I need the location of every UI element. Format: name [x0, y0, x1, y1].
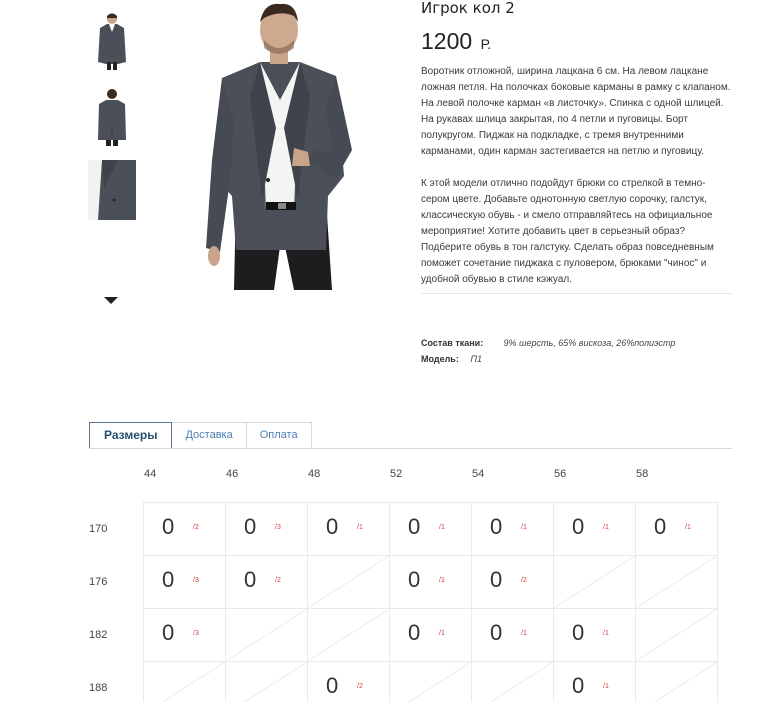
- description-paragraph-2: К этой модели отлично подойдут брюки со стрелкой в темно-сером цвете. Добавьте однотонную светлую сорочку, галстук, классическую обувь - и смело отправляйтесь на официальное мероприятие! Хотите добавить цвет в серьезный образ? Подберите обувь в тон галстуку. Сделать образ повседневным поможет сочетание пиджака с пуловером, брюками "чинос" и удобной обувью в стиле кэжуал.: [421, 178, 714, 285]
- unavailable-slash-icon: [636, 556, 717, 608]
- stock-quantity: 0: [490, 620, 503, 645]
- size-cell[interactable]: [143, 555, 226, 609]
- stock-badge: /1: [521, 630, 527, 637]
- stock-quantity: 0: [326, 514, 339, 539]
- spec-model-label: Модель:: [421, 354, 459, 364]
- size-cell[interactable]: [553, 661, 636, 702]
- unavailable-slash-icon: [226, 609, 307, 661]
- stock-badge: /2: [521, 577, 527, 584]
- height-header-182: 182: [89, 629, 108, 641]
- size-header-56: 56: [554, 468, 567, 480]
- size-cell[interactable]: [553, 502, 636, 556]
- height-header-170: 170: [89, 523, 108, 535]
- stock-quantity: 0: [326, 673, 339, 698]
- size-header-48: 48: [308, 468, 321, 480]
- size-header-46: 46: [226, 468, 239, 480]
- spec-model-value: П1: [470, 354, 483, 364]
- divider: [421, 293, 732, 294]
- stock-quantity: 0: [490, 514, 503, 539]
- size-header-52: 52: [390, 468, 403, 480]
- info-tabs: [89, 422, 312, 449]
- size-cell[interactable]: [635, 502, 718, 556]
- price-currency: Р.: [480, 36, 492, 52]
- size-cell-empty: [225, 661, 308, 702]
- stock-badge: /1: [603, 630, 609, 637]
- spec-fabric-label: Состав ткани:: [421, 338, 484, 348]
- size-cell-empty: [635, 608, 718, 662]
- size-header-54: 54: [472, 468, 485, 480]
- size-header-44: 44: [144, 468, 157, 480]
- size-cell[interactable]: [225, 502, 308, 556]
- size-cell-empty: [225, 608, 308, 662]
- tab-payment[interactable]: Оплата: [247, 422, 312, 449]
- tab-sizes[interactable]: Размеры: [89, 422, 172, 449]
- size-cell[interactable]: [471, 502, 554, 556]
- stock-quantity: 0: [490, 567, 503, 592]
- stock-quantity: 0: [572, 620, 585, 645]
- stock-quantity: 0: [162, 567, 175, 592]
- stock-quantity: 0: [408, 620, 421, 645]
- stock-quantity: 0: [572, 514, 585, 539]
- size-cell[interactable]: [389, 555, 472, 609]
- stock-badge: /1: [685, 524, 691, 531]
- size-cell[interactable]: [389, 608, 472, 662]
- stock-badge: /1: [521, 524, 527, 531]
- size-header-58: 58: [636, 468, 649, 480]
- unavailable-slash-icon: [226, 662, 307, 702]
- stock-badge: /2: [193, 524, 199, 531]
- size-cell-empty: [307, 608, 390, 662]
- unavailable-slash-icon: [554, 556, 635, 608]
- stock-quantity: 0: [654, 514, 667, 539]
- stock-quantity: 0: [162, 620, 175, 645]
- height-header-188: 188: [89, 682, 108, 694]
- stock-badge: /3: [275, 524, 281, 531]
- stock-badge: /1: [439, 577, 445, 584]
- size-cell-empty: [389, 661, 472, 702]
- product-title: Игрок кол 2: [421, 0, 515, 17]
- stock-badge: /1: [439, 524, 445, 531]
- size-cell[interactable]: [307, 661, 390, 702]
- size-cell[interactable]: [307, 502, 390, 556]
- size-cell-empty: [471, 661, 554, 702]
- unavailable-slash-icon: [472, 662, 553, 702]
- unavailable-slash-icon: [636, 609, 717, 661]
- thumbnail-front[interactable]: [88, 10, 136, 70]
- stock-quantity: 0: [572, 673, 585, 698]
- triangle-down-icon[interactable]: [104, 297, 118, 304]
- stock-badge: /1: [603, 683, 609, 690]
- thumbnail-back[interactable]: [88, 86, 136, 146]
- stock-quantity: 0: [162, 514, 175, 539]
- stock-badge: /1: [603, 524, 609, 531]
- size-cell[interactable]: [225, 555, 308, 609]
- tab-delivery[interactable]: Доставка: [172, 422, 246, 449]
- stock-badge: /3: [193, 630, 199, 637]
- product-main-photo: [176, 0, 376, 290]
- size-cell-empty: [635, 555, 718, 609]
- size-cell[interactable]: [471, 555, 554, 609]
- spec-fabric-value: 9% шерсть, 65% вискоза, 26%полиэстр: [503, 338, 676, 348]
- stock-badge: /1: [439, 630, 445, 637]
- height-header-176: 176: [89, 576, 108, 588]
- size-cell[interactable]: [553, 608, 636, 662]
- size-cell-empty: [143, 661, 226, 702]
- size-cell[interactable]: [143, 502, 226, 556]
- unavailable-slash-icon: [144, 662, 225, 702]
- unavailable-slash-icon: [308, 609, 389, 661]
- description-paragraph-1: Воротник отложной, ширина лацкана 6 см. На левом лацкане ложная петля. На полочках боковые карманы в рамку с клапаном. На левой полочке карман «в листочку». Спинка с одной шлицей. На рукавах шлица закрытая, по 4 петли и пуговицы. Борт полукругом. Пиджак на подкладке, с тремя внутренними карманами, один карман застегивается на петлю и пуговицу.: [421, 66, 731, 157]
- unavailable-slash-icon: [636, 662, 717, 702]
- stock-quantity: 0: [408, 567, 421, 592]
- tab-underline: [89, 448, 732, 449]
- price-value: 1200: [421, 28, 473, 54]
- product-price: [421, 28, 491, 57]
- size-cell[interactable]: [143, 608, 226, 662]
- stock-badge: /3: [193, 577, 199, 584]
- size-cell[interactable]: [471, 608, 554, 662]
- stock-badge: /2: [275, 577, 281, 584]
- spec-model: [421, 353, 482, 365]
- size-cell-empty: [307, 555, 390, 609]
- stock-badge: /1: [357, 524, 363, 531]
- size-cell-empty: [553, 555, 636, 609]
- stock-quantity: 0: [244, 514, 257, 539]
- unavailable-slash-icon: [390, 662, 471, 702]
- thumbnail-detail[interactable]: [88, 160, 136, 220]
- stock-badge: /2: [357, 683, 363, 690]
- product-description: [421, 64, 733, 304]
- size-cell-empty: [635, 661, 718, 702]
- unavailable-slash-icon: [308, 556, 389, 608]
- stock-quantity: 0: [408, 514, 421, 539]
- stock-quantity: 0: [244, 567, 257, 592]
- size-cell[interactable]: [389, 502, 472, 556]
- spec-fabric: [421, 337, 675, 349]
